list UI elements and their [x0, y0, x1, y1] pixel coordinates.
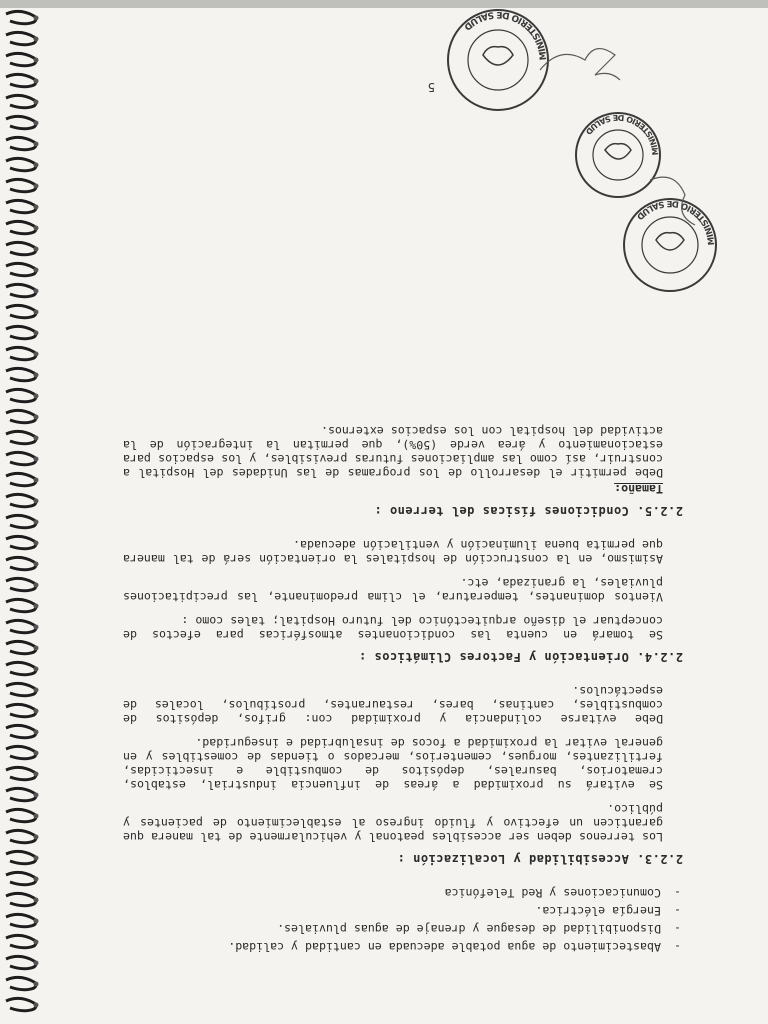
- paragraph: Asimismo, en la construcción de hospitales la orientación será de tal manera que permita buena iluminación y ventilación adecuada.: [123, 538, 663, 566]
- binding-coil: [6, 368, 36, 380]
- binding-hole: [34, 562, 39, 567]
- binding-coil: [6, 95, 36, 107]
- binding-coil: [6, 32, 36, 44]
- binding-hole: [34, 457, 39, 462]
- binding-coil: [6, 788, 36, 800]
- section-heading-orientacion: 2.2.4. Orientación y Factores Climáticos :: [358, 650, 683, 664]
- binding-hole: [34, 289, 39, 294]
- binding-coil: [6, 557, 36, 569]
- binding-hole: [34, 583, 39, 588]
- binding-coil: [6, 767, 36, 779]
- paragraph: Vientos dominantes, temperatura, el clima predominante, las precipitaciones pluviales, la granizada, etc.: [123, 576, 663, 604]
- stamp-text: MINISTERIO DE SALUD: [583, 112, 661, 156]
- binding-hole: [34, 793, 39, 798]
- list-item: - Comunicaciones y Red Telefónica: [123, 886, 683, 900]
- requirements-list: [123, 886, 683, 954]
- binding-hole: [34, 898, 39, 903]
- binding-coil: [6, 662, 36, 674]
- page-number: 5: [427, 80, 435, 94]
- binding-hole: [34, 310, 39, 315]
- binding-hole: [34, 37, 39, 42]
- section-heading-condiciones: 2.2.5. Condiciones físicas del terreno :: [374, 504, 683, 518]
- binding-hole: [34, 541, 39, 546]
- binding-coil: [6, 536, 36, 548]
- document-body: [123, 414, 683, 954]
- binding-hole: [34, 226, 39, 231]
- binding-hole: [34, 79, 39, 84]
- binding-hole: [34, 604, 39, 609]
- binding-coil: [6, 809, 36, 821]
- binding-hole: [34, 667, 39, 672]
- binding-hole: [34, 877, 39, 882]
- binding-coil: [6, 998, 36, 1010]
- list-item: - Energía eléctrica.: [123, 904, 683, 918]
- binding-hole: [34, 142, 39, 147]
- binding-hole: [34, 394, 39, 399]
- binding-coil: [6, 158, 36, 170]
- binding-hole: [34, 751, 39, 756]
- binding-hole: [34, 268, 39, 273]
- binding-coil: [6, 851, 36, 863]
- binding-hole: [34, 436, 39, 441]
- list-item: - Disponibilidad de desague y drenaje de aguas pluviales.: [123, 922, 683, 936]
- spiral-binding: [0, 8, 44, 1024]
- signature-scribble: [540, 49, 620, 80]
- paragraph: Los terrenos deben ser accesibles peatonal y vehicularmente de tal manera que garanticen un efectivo y fluido ingreso al establecimiento de pacientes y público.: [123, 802, 663, 844]
- binding-coil: [6, 116, 36, 128]
- binding-hole: [34, 856, 39, 861]
- binding-coil: [6, 725, 36, 737]
- binding-hole: [34, 163, 39, 168]
- binding-hole: [34, 730, 39, 735]
- binding-coil: [6, 935, 36, 947]
- binding-coil: [6, 11, 36, 23]
- binding-coil: [6, 578, 36, 590]
- stamp-text: MINISTERIO DE SALUD: [461, 8, 550, 61]
- binding-hole: [34, 961, 39, 966]
- binding-hole: [34, 352, 39, 357]
- stamp-seal: [576, 113, 660, 197]
- binding-coil: [6, 221, 36, 233]
- binding-coil: [6, 620, 36, 632]
- binding-hole: [34, 688, 39, 693]
- binding-coils: [6, 11, 39, 1010]
- binding-hole: [34, 835, 39, 840]
- binding-coil: [6, 515, 36, 527]
- official-stamps: [420, 0, 720, 300]
- stamp-text: MINISTERIO DE SALUD: [634, 197, 718, 246]
- paragraph: Debe evitarse colindancia y proximidad con: grifos, depósitos de combustibles, cantinas, bares, restaurantes, prostíbulos, locales de espectáculos.: [123, 684, 663, 726]
- binding-coil: [6, 494, 36, 506]
- binding-hole: [34, 919, 39, 924]
- binding-coil: [6, 956, 36, 968]
- binding-coil: [6, 284, 36, 296]
- paragraph: Se evitará su proximidad a áreas de influencia industrial, establos, crematorios, basurales, depósitos de combustible e insecticidas, fertilizantes, morgues, cementerios, mercados o tiendas de comestibles y en general evitar la proximidad a focos de insalubridad e inseguridad.: [123, 736, 663, 792]
- binding-coil: [6, 326, 36, 338]
- binding-coil: [6, 263, 36, 275]
- binding-coil: [6, 872, 36, 884]
- binding-hole: [34, 100, 39, 105]
- binding-hole: [34, 331, 39, 336]
- binding-coil: [6, 830, 36, 842]
- stamp-seal: [448, 9, 549, 110]
- binding-hole: [34, 814, 39, 819]
- binding-hole: [34, 478, 39, 483]
- binding-hole: [34, 646, 39, 651]
- binding-coil: [6, 599, 36, 611]
- binding-coil: [6, 452, 36, 464]
- binding-hole: [34, 625, 39, 630]
- binding-hole: [34, 16, 39, 21]
- paragraph: Se tomará en cuenta las condicionantes atmosféricas para efectos de conceptuar el diseño arquitectónico del futuro Hospital; tales como :: [123, 614, 663, 642]
- list-item: - Abastecimiento de agua potable adecuada en cantidad y calidad.: [123, 940, 683, 954]
- binding-coil: [6, 704, 36, 716]
- binding-coil: [6, 137, 36, 149]
- binding-hole: [34, 247, 39, 252]
- binding-coil: [6, 473, 36, 485]
- binding-hole: [34, 1003, 39, 1008]
- binding-coil: [6, 914, 36, 926]
- stamp-seal: [624, 198, 717, 291]
- binding-hole: [34, 982, 39, 987]
- binding-hole: [34, 58, 39, 63]
- binding-hole: [34, 184, 39, 189]
- binding-coil: [6, 53, 36, 65]
- binding-coil: [6, 389, 36, 401]
- subsection-label: Tamaño:: [614, 482, 663, 496]
- binding-hole: [34, 940, 39, 945]
- binding-hole: [34, 121, 39, 126]
- binding-hole: [34, 499, 39, 504]
- binding-coil: [6, 200, 36, 212]
- binding-coil: [6, 683, 36, 695]
- binding-hole: [34, 373, 39, 378]
- binding-coil: [6, 893, 36, 905]
- binding-hole: [34, 709, 39, 714]
- svg-text:MINISTERIO DE SALUD: [462, 9, 550, 61]
- binding-hole: [34, 415, 39, 420]
- paragraph: Debe permitir el desarrollo de los programas de las Unidades del Hospital a construir, así como las ampliaciones futuras previsibles, y los espacios para estacionamiento y área verde (50%), que permitan la integración de la actividad del hospital con los espacios externos.: [123, 424, 663, 480]
- binding-coil: [6, 74, 36, 86]
- binding-coil: [6, 431, 36, 443]
- svg-text:MINISTERIO DE SALUD: [634, 198, 717, 246]
- binding-coil: [6, 305, 36, 317]
- binding-coil: [6, 977, 36, 989]
- binding-coil: [6, 347, 36, 359]
- binding-coil: [6, 641, 36, 653]
- binding-coil: [6, 242, 36, 254]
- binding-coil: [6, 746, 36, 758]
- binding-coil: [6, 410, 36, 422]
- binding-hole: [34, 772, 39, 777]
- binding-hole: [34, 205, 39, 210]
- binding-hole: [34, 520, 39, 525]
- section-heading-accesibilidad: 2.2.3. Accesibilidad y Localización :: [397, 852, 683, 866]
- binding-coil: [6, 179, 36, 191]
